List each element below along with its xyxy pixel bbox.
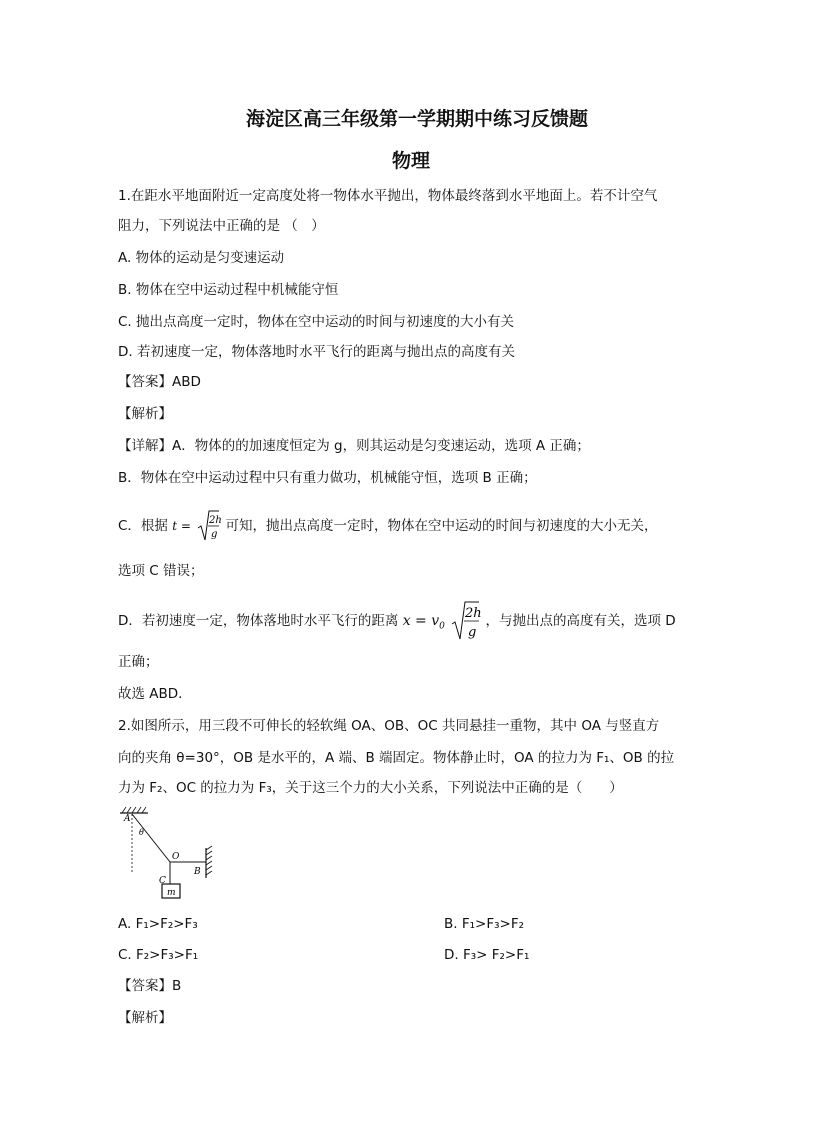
sqrt-formula-t	[197, 509, 223, 543]
q1-option-c: C. 抛出点高度一定时，物体在空中运动的时间与初速度的大小有关	[118, 314, 515, 330]
formula-t-lhs: t =	[172, 519, 191, 533]
q1-answer	[118, 372, 201, 392]
answer-value: ABD	[172, 374, 201, 390]
q2-stem-line3: 力为 F₂、OC 的拉力为 F₃，关于这三个力的大小关系，下列说法中正确的是（ ）	[118, 780, 623, 796]
label-m: m	[167, 888, 176, 898]
detail-c-pre: C．根据	[118, 518, 168, 534]
q2-figure-diagram	[118, 804, 218, 904]
formula-x-lhs: x = v	[402, 613, 440, 629]
detail-d-pre: D．若初速度一定，物体落地时水平飞行的距离	[118, 613, 399, 629]
q1-detail-d-end: 正确；	[118, 654, 159, 670]
q2-stem-line2: 向的夹角 θ=30°，OB 是水平的，A 端、B 端固定。物体静止时，OA 的拉力为 F₁、OB 的拉	[118, 750, 675, 766]
q2-option-d: D. F₃> F₂>F₁	[444, 947, 530, 963]
document-title: 海淀区高三年级第一学期期中练习反馈题	[245, 108, 588, 130]
detail-a-text: A．物体的的加速度恒定为 g，则其运动是匀变速运动，选项 A 正确；	[172, 438, 590, 454]
formula-den: g	[468, 625, 477, 640]
formula-sub: 0	[439, 621, 445, 632]
q1-detail-a	[118, 436, 590, 456]
q1-detail-c-end: 选项 C 错误；	[118, 563, 204, 579]
q1-detail-b: B．物体在空中运动过程中只有重力做功，机械能守恒，选项 B 正确；	[118, 470, 537, 486]
q1-stem-line2: 阻力，下列说法中正确的是 （ ）	[118, 218, 325, 234]
q1-conclusion: 故选 ABD.	[118, 686, 183, 702]
subject-title: 物理	[391, 150, 430, 172]
formula-num: 2h	[209, 515, 223, 526]
q1-detail-c	[118, 509, 658, 543]
q2-answer	[118, 976, 181, 996]
detail-tag: 【详解】	[118, 438, 172, 454]
sqrt-sign-icon	[197, 509, 223, 543]
detail-c-post: 可知，抛出点高度一定时，物体在空中运动的时间与初速度的大小无关，	[225, 518, 658, 534]
q1-option-b: B. 物体在空中运动过程中机械能守恒	[118, 282, 339, 298]
formula-num: 2h	[465, 606, 482, 621]
answer-tag: 【答案】	[118, 978, 172, 994]
label-c: C	[159, 876, 166, 886]
label-a: A	[124, 814, 131, 824]
label-theta: θ	[139, 828, 144, 837]
q2-stem-line1: 2.如图所示，用三段不可伸长的轻软绳 OA、OB、OC 共同悬挂一重物，其中 OA 与竖直方	[118, 718, 660, 734]
detail-d-post: ，与抛出点的高度有关，选项 D	[485, 613, 676, 629]
answer-value: B	[172, 978, 182, 994]
q2-option-a: A. F₁>F₂>F₃	[118, 916, 198, 932]
answer-tag: 【答案】	[118, 374, 172, 390]
sqrt-formula-x	[451, 600, 482, 642]
q1-stem-line1: 1.在距水平地面附近一定高度处将一物体水平抛出，物体最终落到水平地面上。若不计空气	[118, 188, 658, 204]
q1-option-d: D. 若初速度一定，物体落地时水平飞行的距离与抛出点的高度有关	[118, 344, 515, 360]
q1-analysis-tag: 【解析】	[118, 406, 172, 422]
q2-analysis-tag: 【解析】	[118, 1010, 172, 1026]
sqrt-sign-icon	[451, 600, 482, 642]
formula-den: g	[211, 529, 218, 540]
label-o: O	[172, 852, 180, 862]
q2-option-c: C. F₂>F₃>F₁	[118, 947, 199, 963]
label-b: B	[194, 867, 201, 877]
q1-detail-d	[118, 600, 676, 642]
q2-option-b: B. F₁>F₃>F₂	[444, 916, 524, 932]
q1-option-a: A. 物体的运动是匀变速运动	[118, 250, 285, 266]
